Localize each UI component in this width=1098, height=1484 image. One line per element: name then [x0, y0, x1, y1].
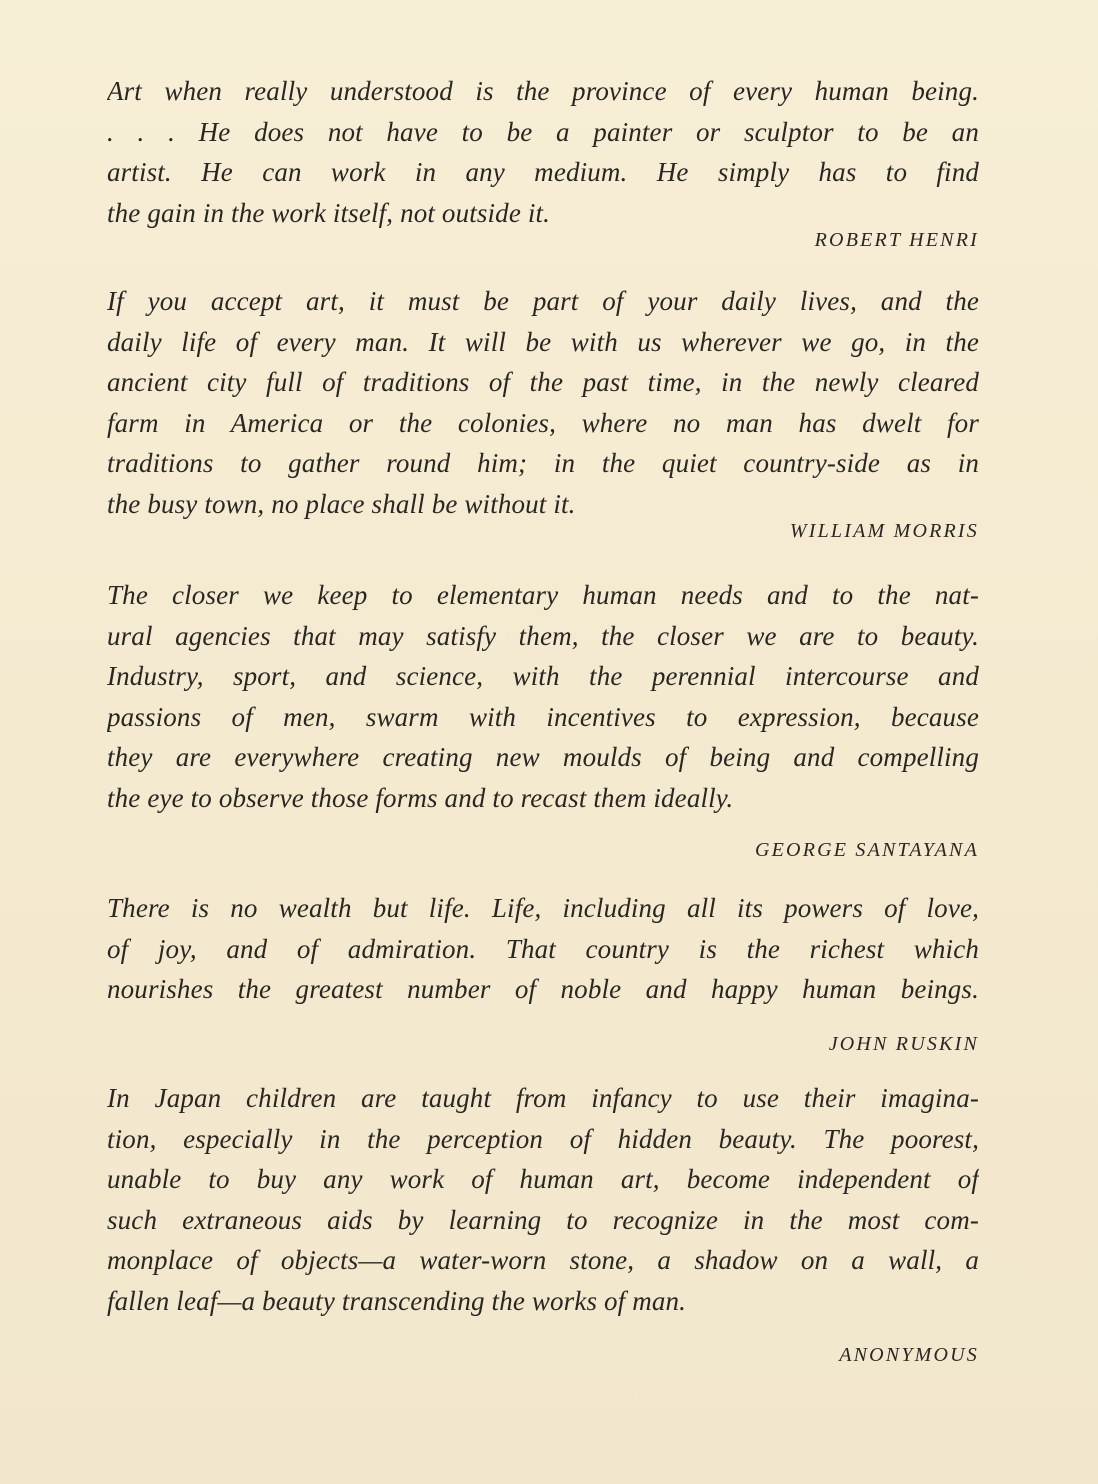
quote-line: There is no wealth but life. Life, including all its powers of love, — [107, 893, 979, 923]
quote-line: traditions to gather round him; in the quiet country-side as in — [107, 448, 979, 478]
quote-line: they are everywhere creating new moulds of being and compelling — [107, 742, 979, 772]
quote-line: the busy town, no place shall be without it. — [107, 488, 576, 519]
quote-line: The closer we keep to elementary human needs and to the nat- — [107, 580, 979, 610]
quote-line: unable to buy any work of human art, become independent of — [107, 1164, 979, 1194]
quote-line: In Japan children are taught from infancy to use their imagina- — [107, 1083, 979, 1113]
quote-line: ancient city full of traditions of the past time, in the newly cleared — [107, 367, 979, 397]
quote-line: daily life of every man. It will be with us wherever we go, in the — [107, 326, 979, 357]
quote-author: ROBERT HENRI — [814, 229, 979, 251]
quote-line: artist. He can work in any medium. He simply has to find — [107, 157, 979, 187]
quote-william-morris — [107, 281, 979, 543]
quote-line: tion, especially in the perception of hidden beauty. The poorest, — [107, 1123, 979, 1154]
quote-line: If you accept art, it must be part of your daily lives, and the — [107, 286, 979, 316]
quote-george-santayana — [107, 575, 979, 862]
quote-line: fallen leaf—a beauty transcending the works of man. — [107, 1285, 687, 1316]
quote-anonymous — [107, 1078, 979, 1367]
quote-line: such extraneous aids by learning to recognize in the most com- — [107, 1204, 979, 1235]
quote-line: . . . He does not have to be a painter or sculptor to be an — [107, 116, 979, 147]
quote-line: ural agencies that may satisfy them, the closer we are to beauty. — [107, 620, 979, 651]
quote-line: nourishes the greatest number of noble and happy human beings. — [107, 974, 979, 1004]
quote-line: monplace of objects—a water-worn stone, a shadow on a wall, a — [107, 1245, 979, 1275]
quote-line: Art when really understood is the province of every human being. — [107, 76, 979, 106]
quote-john-ruskin — [107, 888, 979, 1056]
quote-robert-henri — [107, 71, 979, 252]
quote-line: passions of men, swarm with incentives to expression, because — [107, 701, 979, 732]
quote-author: WILLIAM MORRIS — [789, 520, 979, 542]
quote-line: the gain in the work itself, not outside it. — [107, 197, 551, 228]
quote-line: of joy, and of admiration. That country is the richest which — [107, 933, 979, 964]
quote-author: ANONYMOUS — [839, 1344, 979, 1366]
quote-line: the eye to observe those forms and to recast them ideally. — [107, 782, 734, 813]
quote-line: farm in America or the colonies, where no man has dwelt for — [107, 407, 979, 438]
quote-author: GEORGE SANTAYANA — [755, 839, 979, 861]
quote-author: JOHN RUSKIN — [828, 1032, 979, 1055]
quote-line: Industry, sport, and science, with the perennial intercourse and — [107, 661, 979, 691]
